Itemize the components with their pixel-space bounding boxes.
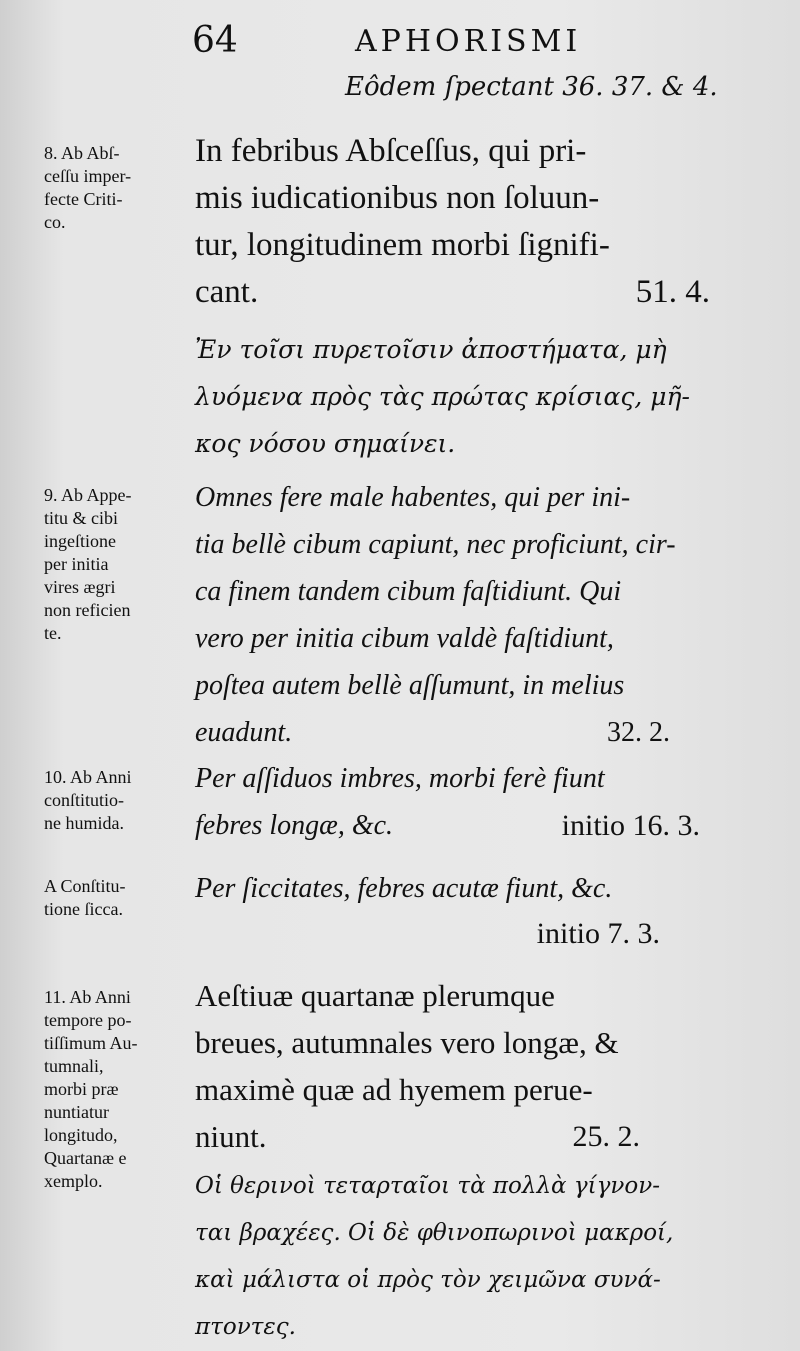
text-line: Aeſtiuæ quartanæ plerumque (195, 978, 555, 1013)
greek-line: πτοντες. (195, 1314, 296, 1340)
margin-line: titu & cibi (44, 508, 118, 528)
greek-line: Οἱ θερινοὶ τεταρταῖοι τὰ πολλὰ γίγνον- (195, 1173, 660, 1199)
running-title: APHORISMI (355, 24, 582, 59)
margin-line: morbi præ (44, 1079, 119, 1099)
greek-line: ται βραχέες. Οἱ δὲ φθινοπωρινοὶ μακροί, (195, 1220, 674, 1246)
margin-line: vires ægri (44, 577, 116, 597)
cross-reference-line: Eôdem ſpectant 36. 37. & 4. (345, 72, 718, 102)
aphorism-latin-11 (195, 972, 735, 1160)
margin-note-8 (44, 142, 186, 234)
aphorism-reference-a: initio 7. 3. (536, 917, 660, 950)
greek-line: Ἐν τοῖσι πυρετοῖσιν ἀποστήματα, μὴ (195, 335, 667, 364)
text-line: tur, longitudinem morbi ſignifi- (195, 227, 610, 263)
text-line: poſtea autem bellè aſſumunt, in melius (195, 670, 625, 701)
margin-line: tumnali, (44, 1056, 104, 1076)
text-line: vero per initia cibum valdè faſtidiunt, (195, 623, 614, 654)
margin-line: longitudo, (44, 1125, 118, 1145)
aphorism-reference-8: 51. 4. (635, 274, 710, 310)
margin-line: A Conſtitu- (44, 876, 126, 896)
text-line: cant. (195, 274, 259, 310)
margin-line: non reficien (44, 600, 131, 620)
text-line: Per ſiccitates, febres acutæ fiunt, &c. (195, 873, 613, 904)
margin-line: tempore po- (44, 1010, 132, 1030)
text-line: Omnes fere male habentes, qui per ini- (195, 482, 631, 513)
margin-line: xemplo. (44, 1171, 103, 1191)
margin-line: Quartanæ e (44, 1148, 127, 1168)
margin-line: co. (44, 212, 66, 232)
greek-line: λυόμενα πρὸς τὰς πρώτας κρίσιας, μῆ- (195, 382, 690, 411)
margin-line: tione ſicca. (44, 899, 123, 919)
aphorism-reference-9: 32. 2. (607, 717, 670, 748)
margin-line: ceſſu imper- (44, 166, 132, 186)
margin-line: nuntiatur (44, 1102, 109, 1122)
text-line: Per aſſiduos imbres, morbi ferè fiunt (195, 763, 605, 794)
margin-note-a (44, 875, 186, 921)
aphorism-greek-8 (195, 326, 735, 467)
text-line: niunt. (195, 1119, 267, 1154)
text-line: ca finem tandem cibum faſtidiunt. Qui (195, 576, 622, 607)
margin-line: 11. Ab Anni (44, 987, 131, 1007)
aphorism-greek-11 (195, 1163, 735, 1351)
margin-note-11 (44, 986, 186, 1193)
margin-line: tiſſimum Au- (44, 1033, 138, 1053)
text-line: In febribus Abſceſſus, qui pri- (195, 133, 587, 169)
margin-line: per initia (44, 554, 109, 574)
greek-line: κος νόσου σημαίνει. (195, 429, 456, 458)
aphorism-reference-11: 25. 2. (572, 1120, 640, 1153)
greek-line: καὶ μάλιστα οἱ πρὸς τὸν χειμῶνα συνά- (195, 1267, 661, 1293)
aphorism-latin-a (195, 865, 735, 912)
text-line: mis iudicationibus non ſoluun- (195, 180, 600, 216)
text-line: maximè quæ ad hyemem perue- (195, 1072, 593, 1107)
text-line: febres longæ, &c. (195, 810, 394, 841)
margin-line: 10. Ab Anni (44, 767, 132, 787)
margin-line: te. (44, 623, 62, 643)
margin-note-9 (44, 484, 186, 645)
text-line: tia bellè cibum capiunt, nec proficiunt, cir- (195, 529, 676, 560)
margin-line: 9. Ab Appe- (44, 485, 132, 505)
page-number: 64 (192, 20, 238, 61)
margin-line: 8. Ab Abſ- (44, 143, 120, 163)
text-line: euadunt. (195, 717, 293, 748)
margin-note-10 (44, 766, 186, 835)
margin-line: conſtitutio- (44, 790, 124, 810)
margin-line: ingeſtione (44, 531, 116, 551)
text-line: breues, autumnales vero longæ, & (195, 1025, 619, 1060)
margin-line: fecte Criti- (44, 189, 123, 209)
margin-line: ne humida. (44, 813, 124, 833)
aphorism-reference-10: initio 16. 3. (561, 809, 700, 842)
